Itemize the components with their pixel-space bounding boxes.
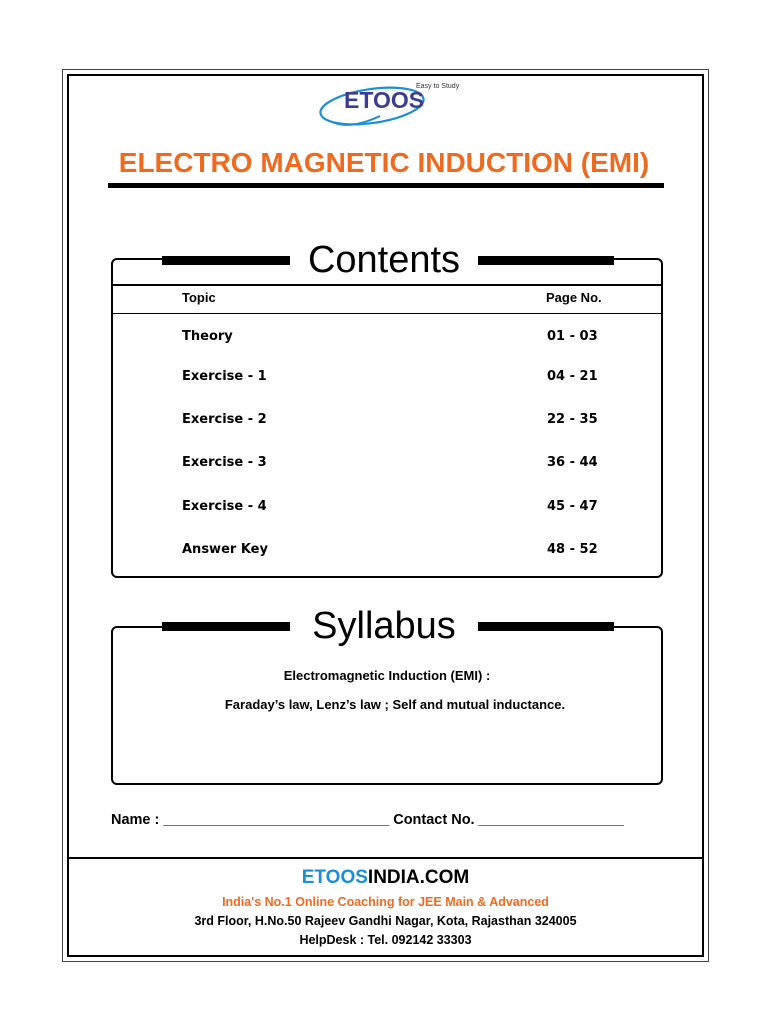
footer-divider	[67, 857, 704, 859]
contents-row-pages: 36 - 44	[547, 455, 598, 470]
contents-heading: Contents	[290, 238, 478, 282]
contents-row-pages: 22 - 35	[547, 412, 598, 427]
contents-heading-bar-right	[478, 256, 614, 265]
contents-header-line	[113, 284, 661, 286]
contents-row-pages: 04 - 21	[547, 369, 598, 384]
contents-row-topic: Answer Key	[182, 542, 268, 557]
name-field-label: Name : ____________________________	[111, 812, 390, 828]
syllabus-heading-bar-right	[478, 622, 614, 631]
footer-helpdesk: HelpDesk : Tel. 092142 33303	[299, 933, 472, 947]
contents-row-topic: Theory	[182, 329, 233, 344]
contents-row-topic: Exercise - 3	[182, 455, 267, 470]
contents-row-topic: Exercise - 1	[182, 369, 267, 384]
contents-row-topic: Exercise - 4	[182, 499, 267, 514]
contact-field-label: Contact No. __________________	[393, 812, 624, 828]
contents-divider	[113, 313, 661, 314]
etoos-logo	[310, 76, 460, 132]
column-topic: Topic	[182, 290, 216, 305]
contents-row-pages: 01 - 03	[547, 329, 598, 344]
footer-address: 3rd Floor, H.No.50 Rajeev Gandhi Nagar, Kota, Rajasthan 324005	[194, 914, 577, 928]
website-name	[67, 867, 704, 889]
website-rest: INDIA.COM	[367, 867, 470, 888]
contents-row-topic: Exercise - 2	[182, 412, 267, 427]
contents-row-pages: 45 - 47	[547, 499, 598, 514]
syllabus-details: Faraday’s law, Lenz’s law ; Self and mutual inductance.	[224, 697, 566, 712]
contents-row-pages: 48 - 52	[547, 542, 598, 557]
name-contact-line	[111, 812, 624, 828]
column-page-no: Page No.	[546, 290, 602, 305]
website-accent: ETOOS	[301, 867, 368, 888]
logo-brand: ETOOS	[344, 87, 425, 113]
document-title: ELECTRO MAGNETIC INDUCTION (EMI)	[118, 147, 650, 178]
contents-heading-bar-left	[162, 256, 294, 265]
title-underline	[108, 183, 664, 188]
syllabus-topic: Electromagnetic Induction (EMI) :	[283, 668, 491, 683]
syllabus-heading: Syllabus	[290, 604, 478, 648]
syllabus-heading-bar-left	[162, 622, 294, 631]
logo-tagline: Easy to Study	[416, 83, 460, 90]
footer-tagline: India's No.1 Online Coaching for JEE Main & Advanced	[222, 895, 549, 909]
